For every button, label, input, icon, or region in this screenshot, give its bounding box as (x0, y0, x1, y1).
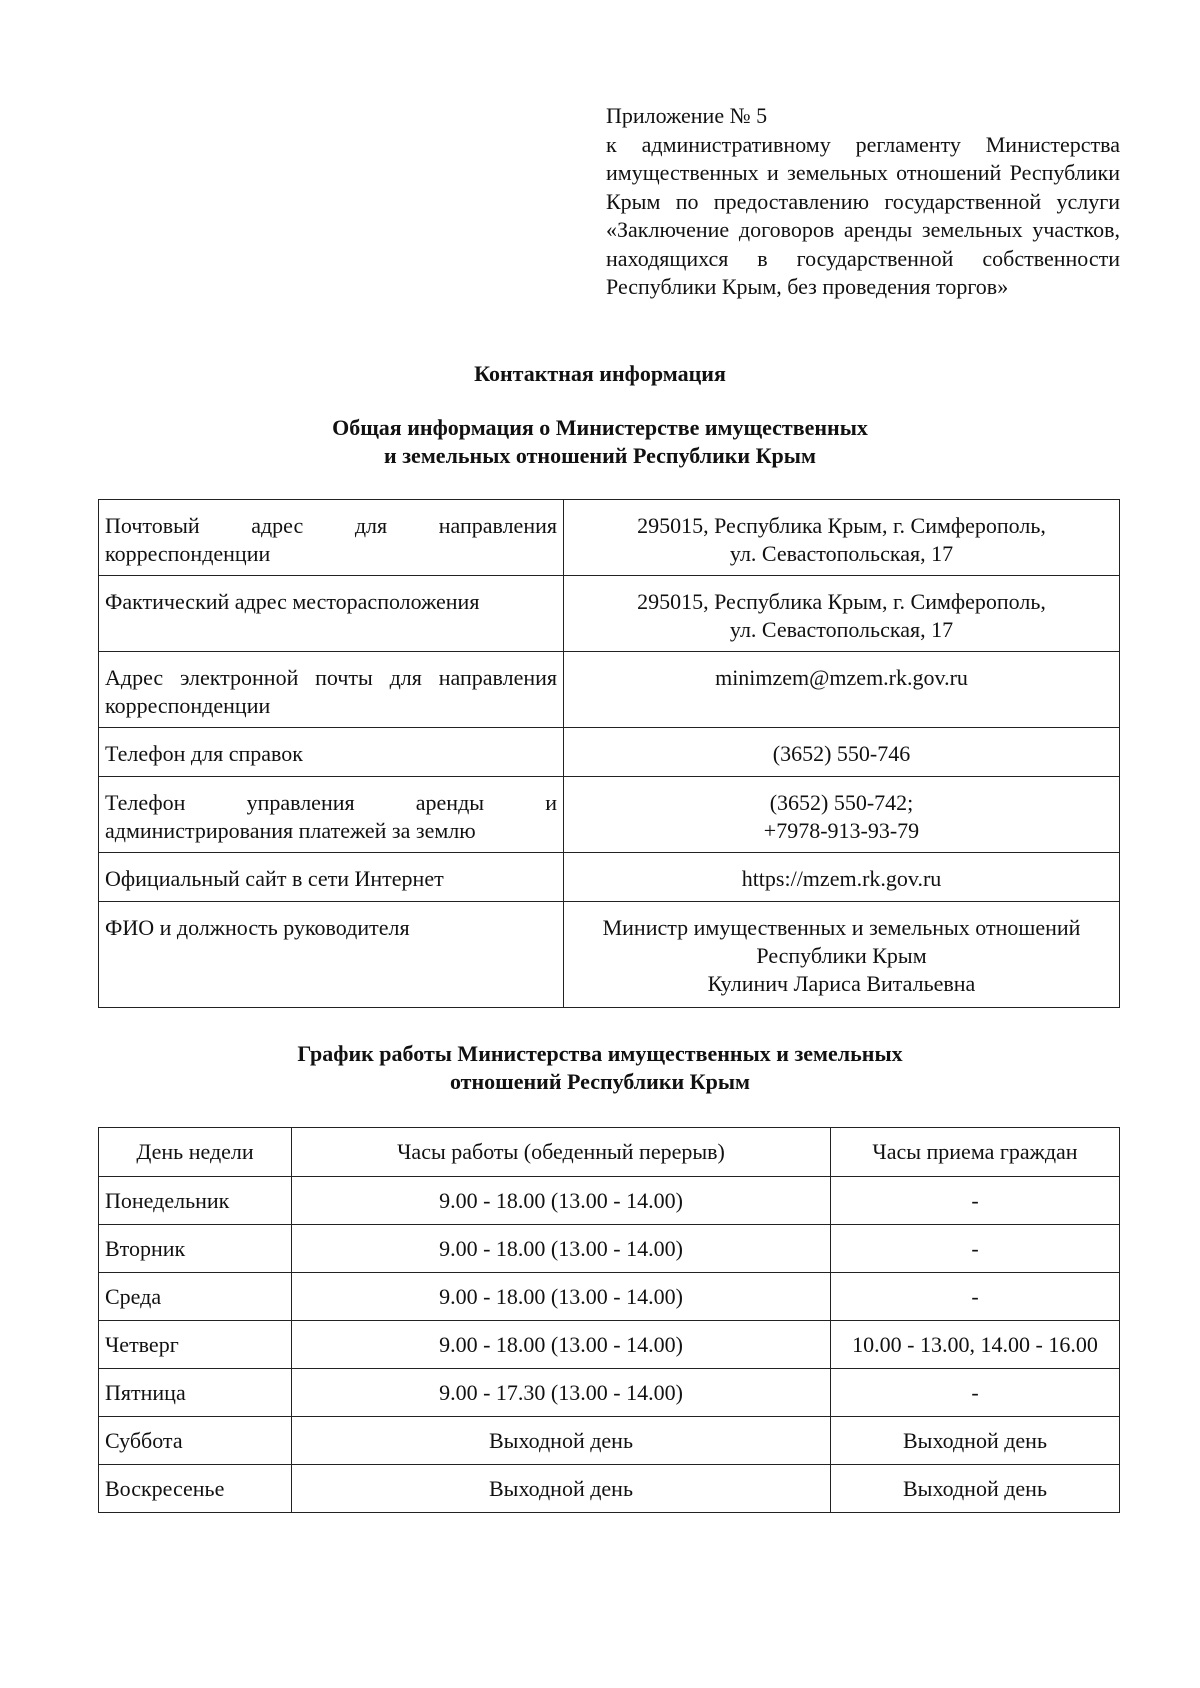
schedule-cell-day: Понедельник (99, 1177, 292, 1225)
schedule-cell-reception: Выходной день (831, 1465, 1120, 1513)
schedule-row (99, 1369, 1120, 1417)
schedule-row (99, 1177, 1120, 1225)
general-title-line2: и земельных отношений Республики Крым (384, 443, 816, 468)
info-row (99, 777, 1120, 853)
info-value[interactable] (564, 652, 1120, 728)
schedule-cell-hours: 9.00 - 18.00 (13.00 - 14.00) (292, 1225, 831, 1273)
schedule-cell-reception: - (831, 1177, 1120, 1225)
info-value-line: ул. Севастопольская, 17 (729, 541, 954, 566)
info-label: Фактический адрес месторасположения (99, 576, 564, 652)
info-value-line: (3652) 550-746 (772, 741, 911, 766)
schedule-row (99, 1225, 1120, 1273)
info-row (99, 652, 1120, 728)
contact-title: Контактная информация (474, 361, 726, 386)
info-value-line: Министр имущественных и земельных отношений (602, 915, 1081, 940)
schedule-cell-day: Четверг (99, 1321, 292, 1369)
info-label: ФИО и должность руководителя (99, 902, 564, 1008)
info-value-line: Республики Крым (756, 943, 927, 968)
schedule-cell-day: Суббота (99, 1417, 292, 1465)
appendix-text: к административному регламенту Министерства имущественных и земельных отношений Республики Крым по предоставлению государственной услуги «Заключение договоров аренды земельных участков, находящихся в государственной собственности Республики Крым, без проведения торгов» (606, 131, 1120, 299)
info-value (564, 902, 1120, 1008)
schedule-cell-hours: 9.00 - 18.00 (13.00 - 14.00) (292, 1177, 831, 1225)
info-value-line: +7978-913-93-79 (763, 818, 920, 843)
header-day: День недели (99, 1128, 292, 1177)
info-row (99, 500, 1120, 576)
schedule-cell-day: Воскресенье (99, 1465, 292, 1513)
schedule-cell-reception: Выходной день (831, 1417, 1120, 1465)
info-label: Телефон управления аренды и администрирования платежей за землю (99, 777, 564, 853)
info-value-line: https://mzem.rk.gov.ru (741, 866, 942, 891)
schedule-cell-hours: 9.00 - 18.00 (13.00 - 14.00) (292, 1321, 831, 1369)
info-label: Официальный сайт в сети Интернет (99, 853, 564, 902)
schedule-cell-hours: Выходной день (292, 1465, 831, 1513)
schedule-cell-reception: 10.00 - 13.00, 14.00 - 16.00 (831, 1321, 1120, 1369)
schedule-cell-day: Пятница (99, 1369, 292, 1417)
schedule-cell-day: Вторник (99, 1225, 292, 1273)
info-value (564, 728, 1120, 777)
info-value (564, 576, 1120, 652)
info-value (564, 777, 1120, 853)
schedule-row (99, 1465, 1120, 1513)
schedule-cell-reception: - (831, 1369, 1120, 1417)
schedule-row (99, 1273, 1120, 1321)
info-label: Телефон для справок (99, 728, 564, 777)
schedule-row (99, 1417, 1120, 1465)
schedule-row (99, 1321, 1120, 1369)
schedule-cell-day: Среда (99, 1273, 292, 1321)
info-table (98, 499, 1120, 1008)
info-value-line: minimzem@mzem.rk.gov.ru (715, 665, 968, 690)
info-value-line: Кулинич Лариса Витальевна (707, 971, 976, 996)
schedule-title-line2: отношений Республики Крым (449, 1069, 751, 1094)
schedule-cell-reception: - (831, 1225, 1120, 1273)
info-row (99, 853, 1120, 902)
info-row (99, 728, 1120, 777)
appendix-block (606, 102, 1120, 302)
info-value-line: (3652) 550-742; (769, 790, 914, 815)
schedule-table (98, 1127, 1120, 1513)
schedule-header-row (99, 1128, 1120, 1177)
schedule-cell-hours: Выходной день (292, 1417, 831, 1465)
info-label: Почтовый адрес для направления корреспонденции (99, 500, 564, 576)
schedule-title-line1: График работы Министерства имущественных и земельных (297, 1041, 903, 1066)
header-hours: Часы работы (обеденный перерыв) (292, 1128, 831, 1177)
info-value (564, 500, 1120, 576)
info-value-line: ул. Севастопольская, 17 (729, 617, 954, 642)
info-value[interactable] (564, 853, 1120, 902)
schedule-cell-reception: - (831, 1273, 1120, 1321)
appendix-number: Приложение № 5 (606, 103, 768, 128)
info-row (99, 576, 1120, 652)
info-row (99, 902, 1120, 1008)
schedule-cell-hours: 9.00 - 17.30 (13.00 - 14.00) (292, 1369, 831, 1417)
header-reception: Часы приема граждан (831, 1128, 1120, 1177)
info-label: Адрес электронной почты для направления корреспонденции (99, 652, 564, 728)
schedule-cell-hours: 9.00 - 18.00 (13.00 - 14.00) (292, 1273, 831, 1321)
info-value-line: 295015, Республика Крым, г. Симферополь, (637, 589, 1046, 614)
general-title-line1: Общая информация о Министерстве имущественных (332, 415, 868, 440)
info-value-line: 295015, Республика Крым, г. Симферополь, (637, 513, 1046, 538)
